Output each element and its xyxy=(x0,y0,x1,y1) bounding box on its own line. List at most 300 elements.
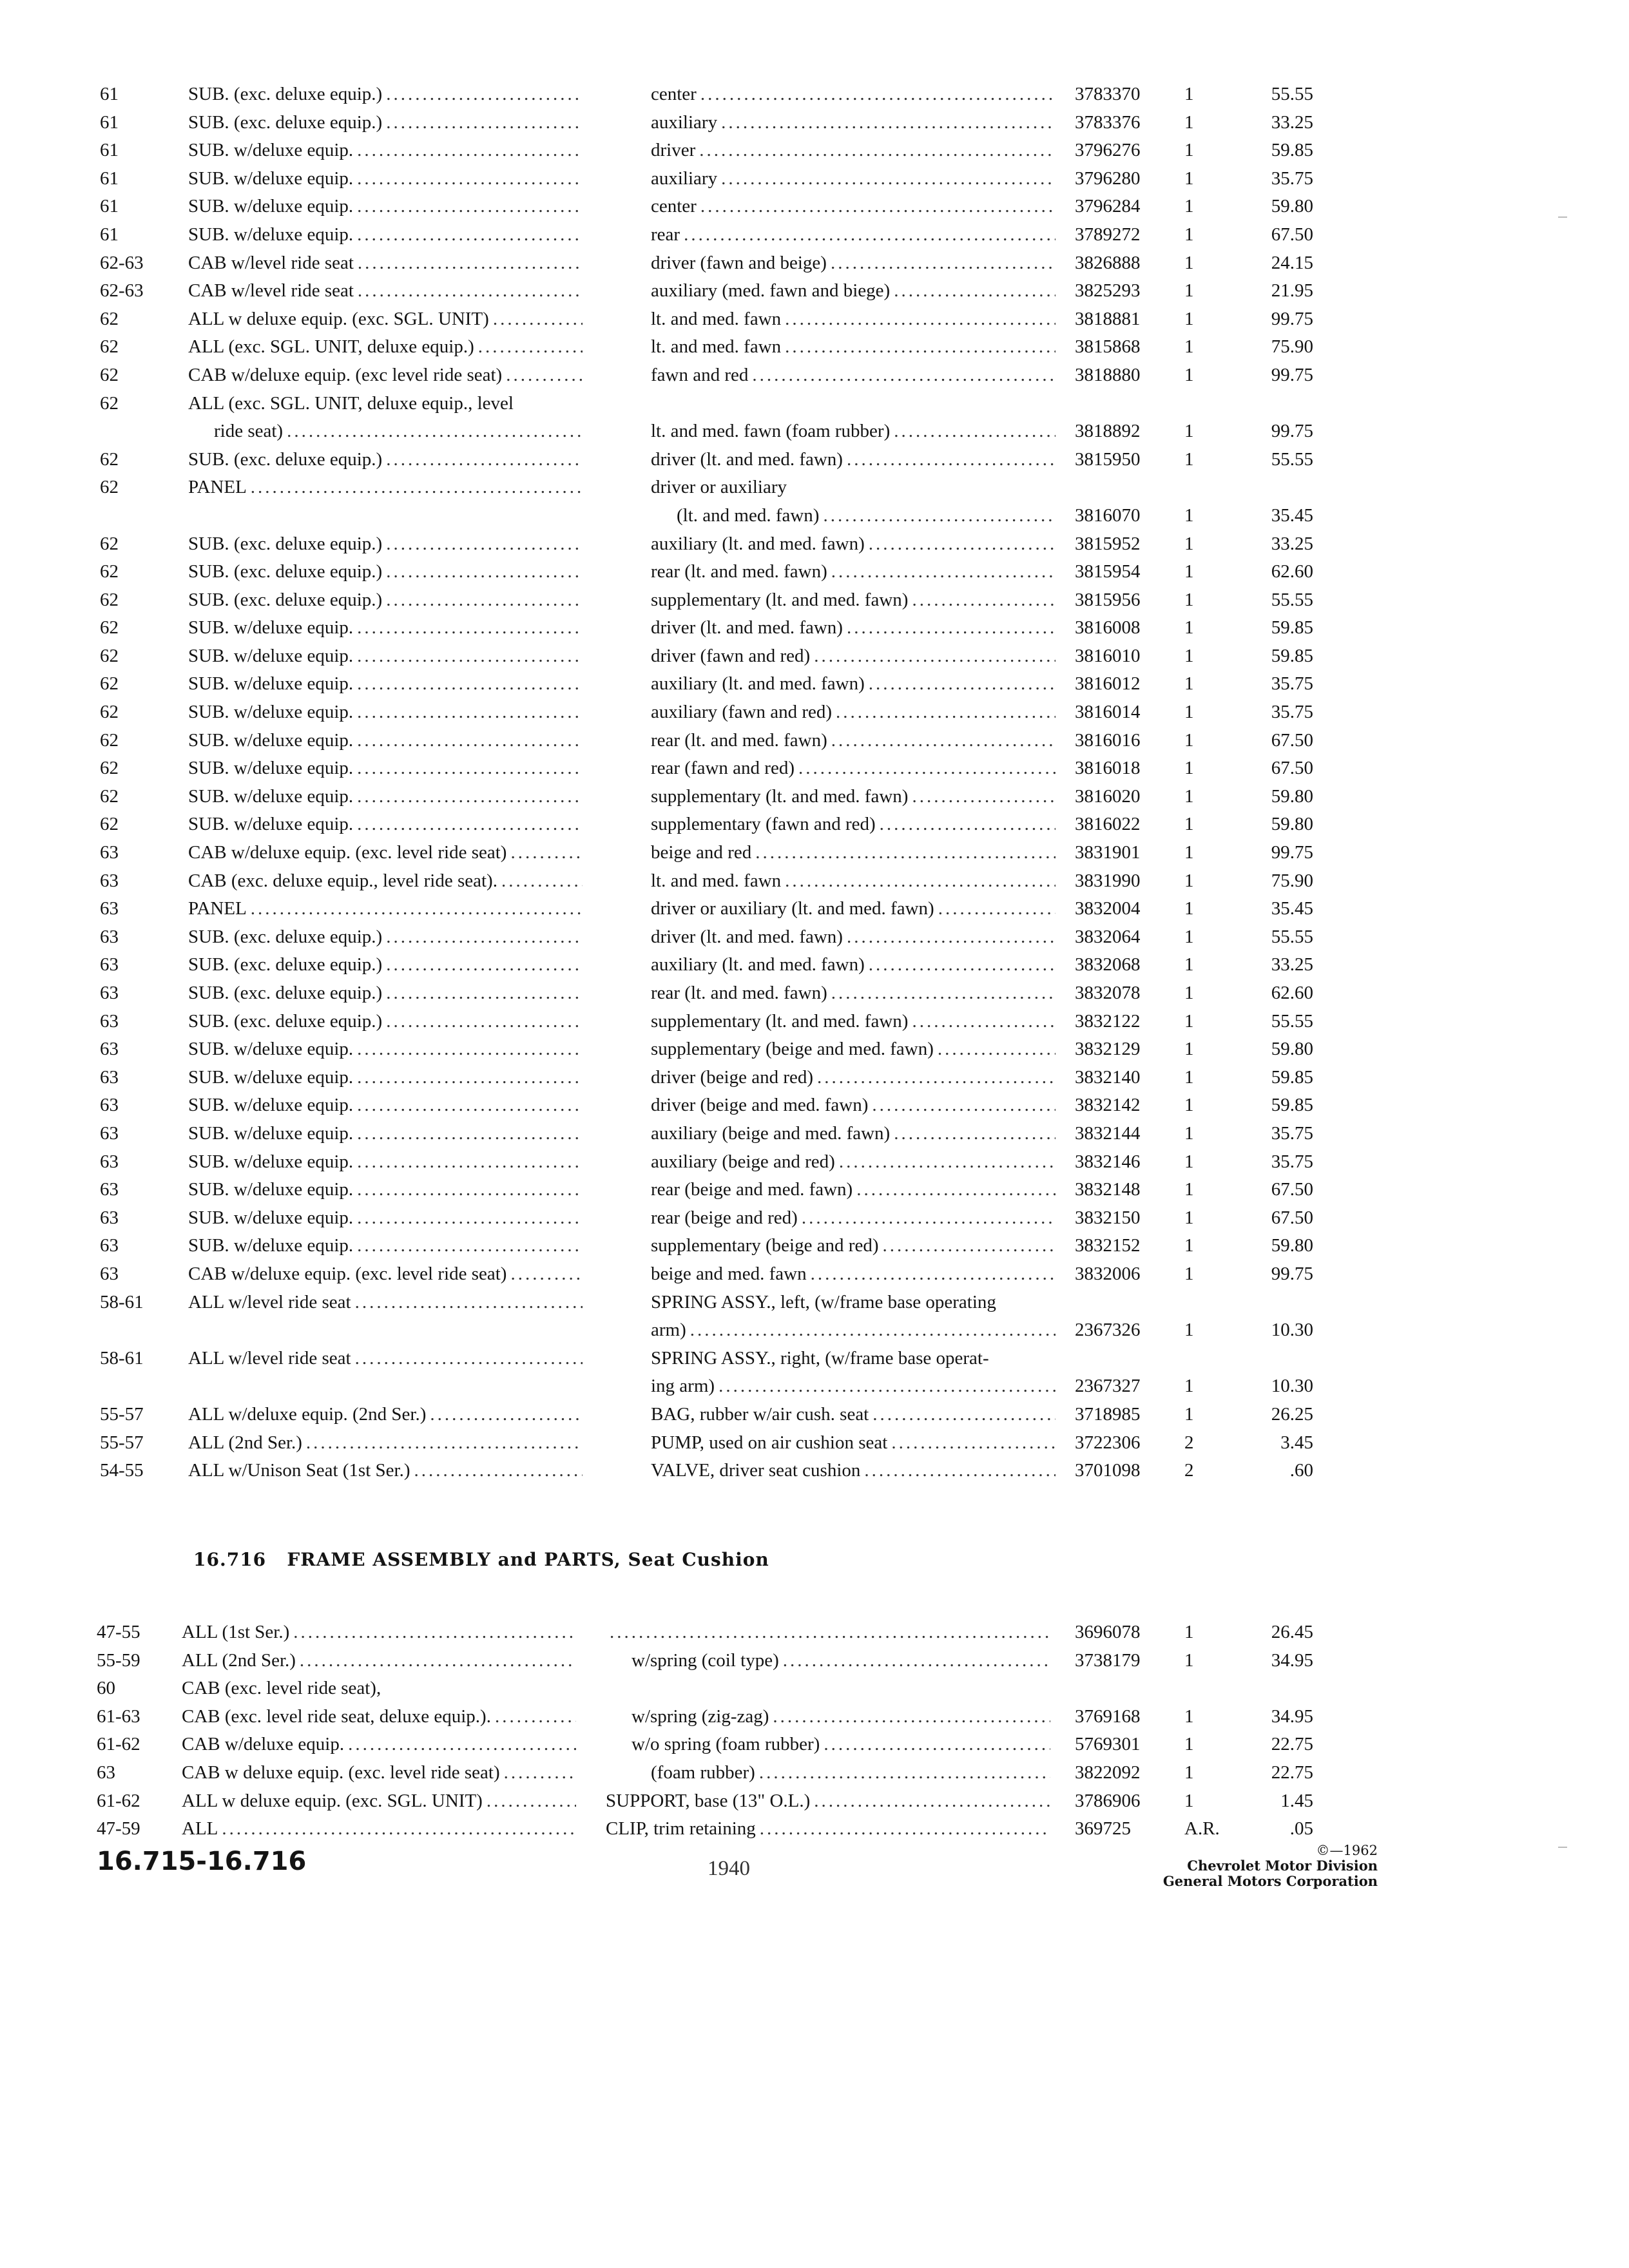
application xyxy=(188,839,583,867)
application xyxy=(188,1260,583,1289)
table-row xyxy=(0,839,1629,867)
table-row xyxy=(0,614,1629,642)
application-text: SUB. w/deluxe equip. xyxy=(188,758,354,779)
model-year: 63 xyxy=(100,1010,119,1032)
part-description-text: (lt. and med. fawn) xyxy=(677,505,820,526)
application xyxy=(188,586,583,615)
table-row xyxy=(0,81,1629,109)
quantity: 2 xyxy=(1184,1432,1194,1453)
table-row xyxy=(0,558,1629,586)
dot-leader xyxy=(883,1232,1056,1260)
list-price: 10.30 xyxy=(1271,1376,1313,1397)
list-price: 67.50 xyxy=(1271,224,1313,245)
quantity: 1 xyxy=(1184,842,1194,863)
part-description-text: BAG, rubber w/air cush. seat xyxy=(651,1403,869,1425)
part-number: 3826888 xyxy=(1075,252,1141,273)
table-row xyxy=(0,727,1629,755)
list-price: 26.25 xyxy=(1271,1403,1313,1425)
quantity: 1 xyxy=(1184,1207,1194,1228)
dot-leader xyxy=(872,1091,1055,1120)
part-number: 3815950 xyxy=(1075,448,1141,470)
application-text: SUB. w/deluxe equip. xyxy=(188,168,354,189)
part-description xyxy=(651,1401,1055,1429)
quantity: 1 xyxy=(1184,702,1194,723)
model-year: 61 xyxy=(100,168,119,189)
dot-leader xyxy=(358,249,583,278)
application-text: SUB. (exc. deluxe equip.) xyxy=(188,84,383,104)
quantity: 1 xyxy=(1184,954,1194,975)
dot-leader xyxy=(355,1289,583,1317)
part-description xyxy=(651,1345,1055,1373)
application-text: SUB. w/deluxe equip. xyxy=(188,785,354,807)
part-description xyxy=(651,586,1055,615)
part-number: 3815956 xyxy=(1075,589,1141,610)
model-year: 62 xyxy=(100,729,119,751)
part-number: 3832148 xyxy=(1075,1179,1141,1200)
model-year: 62 xyxy=(100,589,119,610)
dot-leader xyxy=(386,446,583,474)
application-text: SUB. w/deluxe equip. xyxy=(188,1039,354,1060)
part-number: 3769168 xyxy=(1075,1706,1141,1727)
table-row xyxy=(0,221,1629,249)
list-price: 21.95 xyxy=(1271,280,1313,302)
application-text: SUB. (exc. deluxe equip.) xyxy=(188,983,383,1003)
part-description-text: VALVE, driver seat cushion xyxy=(651,1460,861,1481)
model-year: 62-63 xyxy=(100,280,144,302)
dot-leader xyxy=(386,530,583,559)
part-description xyxy=(651,1372,1055,1401)
dot-leader xyxy=(894,277,1055,305)
part-description xyxy=(651,754,1055,783)
application xyxy=(188,1345,583,1373)
list-price: 62.60 xyxy=(1271,983,1313,1003)
table-row xyxy=(0,811,1629,839)
list-price: 34.95 xyxy=(1271,1706,1313,1727)
part-description-text: rear (beige and red) xyxy=(651,1207,798,1228)
list-price: .05 xyxy=(1289,1818,1313,1840)
dot-leader xyxy=(357,698,583,727)
dot-leader xyxy=(357,1148,583,1177)
dot-leader xyxy=(510,1260,583,1289)
dot-leader xyxy=(823,502,1055,530)
part-number: 3832150 xyxy=(1075,1207,1141,1228)
part-description xyxy=(606,1787,1050,1816)
list-price: 59.85 xyxy=(1271,617,1313,639)
application xyxy=(188,1091,583,1120)
dot-leader xyxy=(357,221,583,249)
application-text: SUB. w/deluxe equip. xyxy=(188,1095,354,1116)
part-number: 3831901 xyxy=(1075,842,1141,863)
dot-leader xyxy=(357,1232,583,1260)
part-description xyxy=(677,502,1055,530)
part-description-text: lt. and med. fawn (foam rubber) xyxy=(651,421,891,442)
application xyxy=(182,1787,576,1816)
quantity: 2 xyxy=(1184,1460,1194,1481)
part-description xyxy=(651,530,1055,559)
dot-leader xyxy=(752,361,1055,390)
model-year: 62 xyxy=(100,448,119,470)
table-row xyxy=(0,754,1629,783)
list-price: 33.25 xyxy=(1271,111,1313,133)
application-text: ride seat) xyxy=(214,421,284,442)
dot-leader xyxy=(251,474,583,502)
table-row xyxy=(0,249,1629,278)
list-price: 10.30 xyxy=(1271,1320,1313,1341)
quantity: 1 xyxy=(1184,983,1194,1003)
part-description xyxy=(651,446,1055,474)
part-description xyxy=(651,165,1055,193)
part-number: 3832006 xyxy=(1075,1263,1141,1284)
dot-leader xyxy=(478,333,583,361)
part-description xyxy=(651,193,1055,221)
part-number: 3816008 xyxy=(1075,617,1141,639)
list-price: 67.50 xyxy=(1271,729,1313,751)
application xyxy=(188,698,583,727)
dot-leader xyxy=(251,895,583,923)
application-text: SUB. (exc. deluxe equip.) xyxy=(188,589,383,610)
part-description-text: SPRING ASSY., left, (w/frame base operating xyxy=(651,1291,996,1312)
table-row xyxy=(0,1035,1629,1064)
list-price: 99.75 xyxy=(1271,842,1313,863)
application xyxy=(188,249,583,278)
part-number: 3816014 xyxy=(1075,702,1141,723)
quantity: 1 xyxy=(1184,533,1194,554)
part-description-text: PUMP, used on air cushion seat xyxy=(651,1432,888,1453)
quantity: 1 xyxy=(1184,729,1194,751)
application-text: SUB. w/deluxe equip. xyxy=(188,224,354,245)
model-year: 62 xyxy=(100,336,119,358)
dot-leader xyxy=(504,1759,576,1787)
dot-leader xyxy=(386,81,583,109)
list-price: 22.75 xyxy=(1271,1734,1313,1755)
table-row xyxy=(0,1120,1629,1148)
part-description-text: lt. and med. fawn xyxy=(651,336,782,358)
dot-leader xyxy=(487,1787,576,1816)
part-description-text: driver xyxy=(651,140,696,161)
part-description-text: driver (lt. and med. fawn) xyxy=(651,926,843,947)
model-year: 61-63 xyxy=(97,1706,140,1727)
model-year: 61 xyxy=(100,84,119,104)
part-number: 3818892 xyxy=(1075,421,1141,442)
dot-leader xyxy=(287,418,583,446)
dot-leader xyxy=(759,1759,1050,1787)
application xyxy=(188,474,583,502)
dot-leader xyxy=(684,221,1055,249)
dot-leader xyxy=(869,670,1055,698)
application xyxy=(188,277,583,305)
list-price: 99.75 xyxy=(1271,421,1313,442)
quantity: A.R. xyxy=(1184,1818,1220,1840)
application-text: SUB. w/deluxe equip. xyxy=(188,1235,354,1256)
table-row xyxy=(0,1372,1629,1401)
dot-leader xyxy=(831,727,1055,755)
quantity: 1 xyxy=(1184,898,1194,919)
part-description xyxy=(651,137,1055,165)
dot-leader xyxy=(357,642,583,671)
part-description-text: (foam rubber) xyxy=(651,1762,755,1783)
table-row xyxy=(0,1064,1629,1092)
dot-leader xyxy=(783,1647,1050,1675)
table-row xyxy=(0,474,1629,502)
part-number: 2367326 xyxy=(1075,1320,1141,1341)
model-year: 55-57 xyxy=(100,1403,144,1425)
dot-leader xyxy=(386,951,583,979)
quantity: 1 xyxy=(1184,758,1194,779)
list-price: 22.75 xyxy=(1271,1762,1313,1783)
part-description xyxy=(651,1008,1055,1036)
list-price: 59.85 xyxy=(1271,1095,1313,1116)
part-description-text: supplementary (lt. and med. fawn) xyxy=(651,1010,909,1032)
list-price: 35.75 xyxy=(1271,702,1313,723)
table-row xyxy=(0,867,1629,896)
quantity: 1 xyxy=(1184,280,1194,302)
part-description xyxy=(651,249,1055,278)
dot-leader xyxy=(357,1035,583,1064)
dot-leader xyxy=(357,670,583,698)
quantity: 1 xyxy=(1184,1263,1194,1284)
part-description xyxy=(651,333,1055,361)
application xyxy=(188,1204,583,1233)
application xyxy=(182,1675,576,1703)
table-row xyxy=(0,1731,1629,1759)
table-row xyxy=(0,1148,1629,1177)
quantity: 1 xyxy=(1184,140,1194,161)
application xyxy=(188,530,583,559)
quantity: 1 xyxy=(1184,168,1194,189)
dot-leader xyxy=(817,1064,1055,1092)
part-description-text: rear (fawn and red) xyxy=(651,758,795,779)
application xyxy=(188,165,583,193)
dot-leader xyxy=(831,249,1055,278)
table-row xyxy=(0,1429,1629,1457)
quantity: 1 xyxy=(1184,589,1194,610)
list-price: 35.45 xyxy=(1271,505,1313,526)
list-price: 35.75 xyxy=(1271,673,1313,695)
table-row xyxy=(0,1675,1629,1703)
application-text: SUB. w/deluxe equip. xyxy=(188,140,354,161)
application-text: SUB. (exc. deluxe equip.) xyxy=(188,533,383,554)
application xyxy=(182,1759,576,1787)
part-description xyxy=(651,1204,1055,1233)
part-number: 5769301 xyxy=(1075,1734,1141,1755)
dot-leader xyxy=(785,305,1055,334)
list-price: 24.15 xyxy=(1271,252,1313,273)
dot-leader xyxy=(357,727,583,755)
part-number: 3815868 xyxy=(1075,336,1141,358)
model-year: 47-59 xyxy=(97,1818,140,1840)
model-year: 63 xyxy=(100,1207,119,1228)
quantity: 1 xyxy=(1184,1403,1194,1425)
part-description-text: w/o spring (foam rubber) xyxy=(631,1734,820,1755)
part-number: 3815952 xyxy=(1075,533,1141,554)
part-number: 3783370 xyxy=(1075,84,1141,104)
application-text: SUB. (exc. deluxe equip.) xyxy=(188,1010,383,1032)
part-description-text: auxiliary xyxy=(651,111,718,133)
quantity: 1 xyxy=(1184,1762,1194,1783)
application xyxy=(188,446,583,474)
quantity: 1 xyxy=(1184,1095,1194,1116)
dot-leader xyxy=(386,923,583,952)
part-number: 3832144 xyxy=(1075,1122,1141,1144)
part-number: 3832122 xyxy=(1075,1010,1141,1032)
model-year: 61-62 xyxy=(97,1734,140,1755)
dot-leader xyxy=(357,137,583,165)
application xyxy=(188,727,583,755)
list-price: 99.75 xyxy=(1271,308,1313,329)
quantity: 1 xyxy=(1184,84,1194,104)
dot-leader xyxy=(938,895,1055,923)
part-description xyxy=(651,1035,1055,1064)
dot-leader xyxy=(814,1787,1050,1816)
dot-leader xyxy=(430,1401,583,1429)
application xyxy=(188,1176,583,1204)
quantity: 1 xyxy=(1184,645,1194,666)
part-description xyxy=(651,867,1055,896)
dot-leader xyxy=(222,1815,576,1843)
application-text: ALL xyxy=(182,1818,218,1840)
application xyxy=(188,670,583,698)
part-description xyxy=(651,1260,1055,1289)
dot-leader xyxy=(836,698,1055,727)
part-description-text: supplementary (lt. and med. fawn) xyxy=(651,785,909,807)
dot-leader xyxy=(506,361,583,390)
dot-leader xyxy=(357,1091,583,1120)
dot-leader xyxy=(798,754,1055,783)
list-price: 75.90 xyxy=(1271,336,1313,358)
application-text: SUB. (exc. deluxe equip.) xyxy=(188,111,383,133)
dot-leader xyxy=(501,867,583,896)
dot-leader xyxy=(414,1457,583,1485)
application-text: ALL w/Unison Seat (1st Ser.) xyxy=(188,1460,410,1481)
part-description-text: auxiliary (lt. and med. fawn) xyxy=(651,954,865,975)
dot-leader xyxy=(864,1457,1055,1485)
application xyxy=(188,979,583,1008)
table-row xyxy=(0,1787,1629,1816)
dot-leader xyxy=(721,109,1055,137)
application xyxy=(188,1289,583,1317)
application xyxy=(188,193,583,221)
list-price: 75.90 xyxy=(1271,870,1313,891)
parts-table-frame-assembly xyxy=(0,1619,1629,1843)
application-text: ALL (1st Ser.) xyxy=(182,1622,290,1642)
model-year: 63 xyxy=(100,983,119,1003)
model-year: 61 xyxy=(100,224,119,245)
model-year: 63 xyxy=(100,898,119,919)
part-description-text: driver (lt. and med. fawn) xyxy=(651,617,843,639)
part-description xyxy=(651,109,1055,137)
list-price: 35.75 xyxy=(1271,1122,1313,1144)
part-number: 3786906 xyxy=(1075,1790,1141,1811)
dot-leader xyxy=(699,137,1055,165)
part-description xyxy=(651,558,1055,586)
part-description-text: supplementary (lt. and med. fawn) xyxy=(651,589,909,610)
part-description-text: center xyxy=(651,196,697,217)
quantity: 1 xyxy=(1184,1179,1194,1200)
part-number: 3796284 xyxy=(1075,196,1141,217)
application xyxy=(188,305,583,334)
model-year: 63 xyxy=(100,1095,119,1116)
part-description xyxy=(631,1703,1050,1731)
model-year: 63 xyxy=(97,1762,115,1783)
quantity: 1 xyxy=(1184,1066,1194,1088)
model-year: 54-55 xyxy=(100,1460,144,1481)
table-row xyxy=(0,1619,1629,1647)
dot-leader xyxy=(357,193,583,221)
part-description-text: auxiliary (lt. and med. fawn) xyxy=(651,673,865,695)
quantity: 1 xyxy=(1184,111,1194,133)
part-number: 3832129 xyxy=(1075,1039,1141,1060)
dot-leader xyxy=(891,1429,1055,1457)
application-text: SUB. w/deluxe equip. xyxy=(188,617,354,639)
model-year: 62 xyxy=(100,814,119,835)
part-description xyxy=(651,895,1055,923)
part-description xyxy=(631,1647,1050,1675)
table-row xyxy=(0,502,1629,530)
application xyxy=(188,81,583,109)
model-year: 61-62 xyxy=(97,1790,140,1811)
model-year: 55-59 xyxy=(97,1649,140,1671)
part-description-text: rear (lt. and med. fawn) xyxy=(651,729,827,751)
table-row xyxy=(0,783,1629,811)
application xyxy=(182,1619,576,1647)
part-description-text: lt. and med. fawn xyxy=(651,870,782,891)
part-description-text: auxiliary (beige and red) xyxy=(651,1151,835,1172)
application-text: CAB (exc. level ride seat, deluxe equip.). xyxy=(182,1706,491,1727)
application-text: PANEL xyxy=(188,898,247,919)
application xyxy=(188,137,583,165)
list-price: 35.45 xyxy=(1271,898,1313,919)
table-row xyxy=(0,923,1629,952)
table-row xyxy=(0,670,1629,698)
part-description-text: driver (beige and red) xyxy=(651,1066,814,1088)
application xyxy=(188,1064,583,1092)
model-year: 62 xyxy=(100,364,119,385)
application-text: CAB (exc. deluxe equip., level ride seat). xyxy=(188,870,497,891)
table-row xyxy=(0,109,1629,137)
part-number: 3818880 xyxy=(1075,364,1141,385)
table-row xyxy=(0,361,1629,390)
part-description xyxy=(651,81,1055,109)
list-price: 99.75 xyxy=(1271,364,1313,385)
part-number: 3822092 xyxy=(1075,1762,1141,1783)
part-number: 3783376 xyxy=(1075,111,1141,133)
application-text: SUB. w/deluxe equip. xyxy=(188,702,354,723)
application-text: SUB. (exc. deluxe equip.) xyxy=(188,954,383,975)
dot-leader xyxy=(760,1815,1050,1843)
list-price: 55.55 xyxy=(1271,589,1313,610)
part-number: 3832146 xyxy=(1075,1151,1141,1172)
part-description-text: supplementary (beige and med. fawn) xyxy=(651,1039,934,1060)
application-text: CAB w/deluxe equip. (exc level ride seat) xyxy=(188,364,503,385)
application xyxy=(182,1647,576,1675)
part-description-text: driver (fawn and beige) xyxy=(651,252,827,273)
application xyxy=(188,1035,583,1064)
part-number: 3816022 xyxy=(1075,814,1141,835)
part-description xyxy=(651,1429,1055,1457)
part-description xyxy=(651,277,1055,305)
application-text: SUB. (exc. deluxe equip.) xyxy=(188,926,383,947)
section-heading xyxy=(193,1549,769,1570)
model-year: 47-55 xyxy=(97,1622,140,1642)
part-description-text: rear (lt. and med. fawn) xyxy=(651,561,827,582)
table-row xyxy=(0,586,1629,615)
dot-leader xyxy=(912,586,1055,615)
part-description-text: auxiliary (beige and med. fawn) xyxy=(651,1122,891,1144)
table-row xyxy=(0,1289,1629,1317)
application-text: ALL w deluxe equip. (exc. SGL. UNIT) xyxy=(182,1790,483,1811)
list-price: 59.80 xyxy=(1271,1235,1313,1256)
application xyxy=(188,614,583,642)
